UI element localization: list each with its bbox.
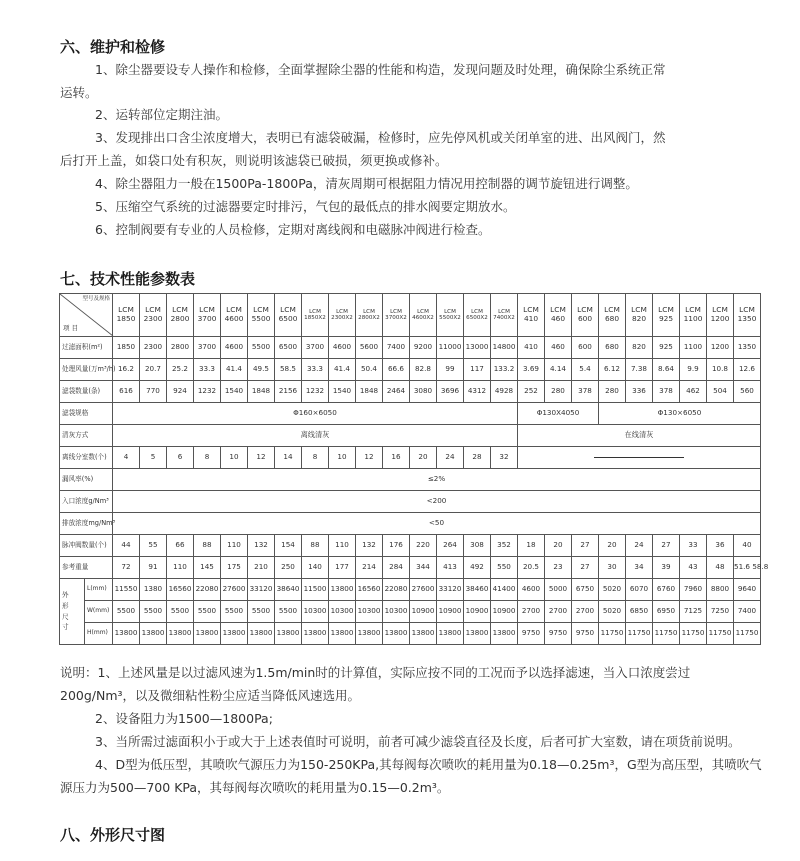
table-cell: 460 [545,337,572,359]
table-cell: 13800 [302,623,329,645]
table-cell: 3.69 [518,359,545,381]
table-cell: 3696 [437,381,464,403]
table-cell: 5020 [599,579,626,601]
table-cell: 11750 [653,623,680,645]
table-cell: 504 [707,381,734,403]
model-header-cell: LCM 1850X2 [302,294,329,337]
table-cell: 33120 [248,579,275,601]
table-cell: 40 [734,535,761,557]
table-cell: 33.3 [194,359,221,381]
table-cell: 9640 [734,579,761,601]
weight-value: 51.6 [734,562,751,572]
table-row [60,381,761,403]
table-cell: 6760 [653,579,680,601]
sec6-para-2: 2、运转部位定期注油。 [95,107,228,122]
table-cell: 680 [599,337,626,359]
bag-spec-b: Φ130X4050 [518,403,599,425]
table-cell: 10900 [464,601,491,623]
table-cell: 32 [491,447,518,469]
table-cell: 7400 [734,601,761,623]
table-cell: 14 [275,447,302,469]
note-2: 2、设备阻力为1500—1800Pa; [95,711,273,726]
table-cell: 11750 [734,623,761,645]
table-cell: 20 [599,535,626,557]
model-header-cell: LCM 2300X2 [329,294,356,337]
table-cell: 177 [329,557,356,579]
row-label: 排放浓度mg/Nm³ [60,513,113,535]
table-cell: 27 [572,535,599,557]
table-cell: 30 [599,557,626,579]
section-6-title: 六、维护和检修 [60,38,166,56]
table-cell: 4928 [491,381,518,403]
table-cell: 378 [653,381,680,403]
table-cell [734,557,769,579]
table-row-dims [60,601,761,623]
table-cell: 413 [437,557,464,579]
table-cell: 133.2 [491,359,518,381]
table-cell: 5500 [248,601,275,623]
table-cell: 20 [545,535,572,557]
table-cell: 16560 [167,579,194,601]
sec6-para-6: 6、控制阀要有专业的人员检修，定期对离线阀和电磁脉冲阀进行检查。 [95,222,491,237]
table-cell: 110 [329,535,356,557]
table-cell: 13800 [248,623,275,645]
table-row-leak-rate [60,469,761,491]
table-cell: 12 [356,447,383,469]
table-cell: 22080 [383,579,410,601]
table-cell: 145 [194,557,221,579]
model-header-cell: LCM 7400X2 [491,294,518,337]
table-cell: 7960 [680,579,707,601]
table-cell: 264 [437,535,464,557]
table-cell: 6950 [653,601,680,623]
table-cell: 6070 [626,579,653,601]
table-cell: 16.2 [113,359,140,381]
sec6-para-1a: 1、除尘器要设专人操作和检修，全面掌握除尘器的性能和构造，发现问题及时处理，确保除尘系统正常 [95,62,666,77]
table-cell: 5500 [140,601,167,623]
table-cell: 5500 [275,601,302,623]
table-cell: 10900 [410,601,437,623]
table-cell: 13800 [383,623,410,645]
table-cell: 88 [302,535,329,557]
table-cell: 66.6 [383,359,410,381]
table-cell: 336 [626,381,653,403]
table-cell: 1848 [356,381,383,403]
table-cell: 16 [383,447,410,469]
table-row-pulse-valves [60,535,761,557]
table-cell: 58.5 [275,359,302,381]
table-cell: 3700 [194,337,221,359]
table-cell: 4312 [464,381,491,403]
table-cell: 13800 [356,623,383,645]
table-cell: 20 [410,447,437,469]
table-cell: 410 [518,337,545,359]
dims-unit-label: W(mm) [84,600,113,622]
table-cell: 1848 [248,381,275,403]
spec-table [59,293,769,645]
table-cell: 6500 [275,337,302,359]
model-header-cell: LCM 6500X2 [464,294,491,337]
table-cell: 4600 [518,579,545,601]
table-cell: 308 [464,535,491,557]
table-cell: 9750 [572,623,599,645]
table-cell: 616 [113,381,140,403]
table-cell: 140 [302,557,329,579]
table-cell: 11000 [437,337,464,359]
model-header-cell: LCM 2800 [167,294,194,337]
table-cell: 1232 [302,381,329,403]
table-cell: 284 [383,557,410,579]
table-cell: 49.5 [248,359,275,381]
row-label: 处理风量(万m³/h) [60,359,113,381]
table-cell: 99 [437,359,464,381]
model-header-cell: LCM 5500 [248,294,275,337]
table-cell: 7.38 [626,359,653,381]
table-row [60,337,761,359]
table-cell: 55 [140,535,167,557]
table-cell: 5500 [113,601,140,623]
table-row-bag-spec [60,403,761,425]
note-4b: 源压力为500—700 KPa，其每阀每次喷吹的耗用量为0.15—0.2m³。 [60,780,450,795]
table-cell: 3700 [302,337,329,359]
table-cell: 27 [572,557,599,579]
table-cell: 1850 [113,337,140,359]
span-value-cell: ≤2% [113,469,761,491]
row-label: 离线分室数(个) [60,447,113,469]
model-header-cell: LCM 5500X2 [437,294,464,337]
table-cell: 462 [680,381,707,403]
table-cell: 770 [140,381,167,403]
table-cell: 6.12 [599,359,626,381]
table-cell: 20.7 [140,359,167,381]
table-cell: 7400 [383,337,410,359]
table-cell: 5500 [194,601,221,623]
table-header-row [60,294,761,337]
table-cell: 33 [680,535,707,557]
table-cell: 1350 [734,337,761,359]
table-cell: 560 [734,381,761,403]
table-cell: 5000 [545,579,572,601]
table-cell: 1380 [140,579,167,601]
table-cell: 9750 [545,623,572,645]
table-cell: 252 [518,381,545,403]
table-cell: 41400 [491,579,518,601]
table-cell: 5500 [167,601,194,623]
model-header-cell: LCM 460 [545,294,572,337]
table-row-inlet-conc [60,491,761,513]
model-header-cell: LCM 2300 [140,294,167,337]
table-cell: 10 [329,447,356,469]
table-cell: 39 [653,557,680,579]
span-value-cell: <50 [113,513,761,535]
table-cell: 10 [221,447,248,469]
table-cell: 20.5 [518,557,545,579]
table-cell: 10300 [383,601,410,623]
table-cell: 48 [707,557,734,579]
table-cell: 1540 [329,381,356,403]
table-cell: 10900 [491,601,518,623]
table-cell: 250 [275,557,302,579]
table-cell: 2300 [140,337,167,359]
bag-spec-a: Φ160×6050 [113,403,518,425]
dims-unit-label: H(mm) [84,622,113,644]
table-cell: 13800 [275,623,302,645]
table-cell: 4600 [329,337,356,359]
table-cell: 10300 [329,601,356,623]
model-header-cell: LCM 410 [518,294,545,337]
table-cell: 11750 [599,623,626,645]
table-cell: 38460 [464,579,491,601]
table-cell: 28 [464,447,491,469]
table-cell: 18 [518,535,545,557]
dims-unit-label: L(mm) [84,579,113,600]
table-cell: 5.4 [572,359,599,381]
table-cell: 43 [680,557,707,579]
table-cell: 280 [599,381,626,403]
table-cell: 11750 [707,623,734,645]
table-cell: 13800 [464,623,491,645]
sec6-para-3b: 后打开上盖，如袋口处有积灰，则说明该滤袋已破损，须更换或修补。 [60,153,448,168]
table-cell: 36 [707,535,734,557]
table-cell: 210 [248,557,275,579]
table-cell: 24 [437,447,464,469]
row-label: 滤袋规格 [60,403,113,425]
table-row [60,359,761,381]
clean-mode-a: 离线清灰 [113,425,518,447]
table-cell: 66 [167,535,194,557]
table-cell: 50.4 [356,359,383,381]
table-row-dims [60,579,761,601]
table-row-clean-mode [60,425,761,447]
table-cell: 2700 [572,601,599,623]
table-cell: 13800 [167,623,194,645]
table-cell: 9750 [518,623,545,645]
table-cell: 6850 [626,601,653,623]
model-header-cell: LCM 1200 [707,294,734,337]
table-cell: 600 [572,337,599,359]
table-cell: 41.4 [221,359,248,381]
table-cell: 110 [167,557,194,579]
row-label: 过滤面积(m²) [60,337,113,359]
table-cell: 13800 [194,623,221,645]
sec6-para-4: 4、除尘器阻力一般在1500Pa-1800Pa，清灰周期可根据阻力情况用控制器的调节旋钮进行调整。 [95,176,638,191]
table-cell: 13800 [113,623,140,645]
table-cell: 8 [302,447,329,469]
offline-na-cell [518,447,761,469]
table-cell: 176 [383,535,410,557]
table-cell: 220 [410,535,437,557]
model-header-cell: LCM 680 [599,294,626,337]
table-cell: 14800 [491,337,518,359]
table-cell: 10900 [437,601,464,623]
table-cell: 132 [248,535,275,557]
table-cell: 13800 [437,623,464,645]
dims-group-text: 外形尺寸 [62,591,69,632]
table-cell: 1540 [221,381,248,403]
dash-line [594,457,684,458]
row-label: 滤袋数量(条) [60,381,113,403]
table-cell: 16560 [356,579,383,601]
table-cell: 10300 [302,601,329,623]
table-cell: 11500 [302,579,329,601]
table-cell: 8 [194,447,221,469]
table-cell: 492 [464,557,491,579]
table-cell: 924 [167,381,194,403]
dims-group-label [60,579,113,645]
table-cell: 132 [356,535,383,557]
note-1a: 说明：1、上述风量是以过滤风速为1.5m/min时的计算值，实际应按不同的工况而予以选择滤速，当入口浓度尝过 [60,665,691,680]
table-cell: 8800 [707,579,734,601]
model-header-cell: LCM 820 [626,294,653,337]
table-cell: 280 [545,381,572,403]
table-cell: 9200 [410,337,437,359]
table-cell: 23 [545,557,572,579]
table-cell: 925 [653,337,680,359]
clean-mode-b: 在线清灰 [518,425,761,447]
table-cell: 33.3 [302,359,329,381]
table-cell: 34 [626,557,653,579]
corner-header-cell [60,294,113,337]
table-cell: 13800 [221,623,248,645]
table-cell: 27600 [410,579,437,601]
row-label: 清灰方式 [60,425,113,447]
note-1b: 200g/Nm³，以及微细粘性粉尘应适当降低风速选用。 [60,688,361,703]
table-cell: 9.9 [680,359,707,381]
table-cell: 2700 [545,601,572,623]
table-cell: 27 [653,535,680,557]
table-cell: 3080 [410,381,437,403]
table-cell: 91 [140,557,167,579]
table-cell: 2800 [167,337,194,359]
table-cell: 12 [248,447,275,469]
table-cell: 13800 [140,623,167,645]
table-cell: 117 [464,359,491,381]
row-label: 入口浓度g/Nm³ [60,491,113,513]
table-cell: 4600 [221,337,248,359]
table-cell: 27600 [221,579,248,601]
row-label: 参考重量 [60,557,113,579]
table-cell: 41.4 [329,359,356,381]
sec6-para-5: 5、压缩空气系统的过滤器要定时排污，气包的最低点的排水阀要定期放水。 [95,199,516,214]
table-cell: 4 [113,447,140,469]
table-cell: 10.8 [707,359,734,381]
table-cell: 2464 [383,381,410,403]
table-cell: 11750 [680,623,707,645]
row-label: 漏风率(%) [60,469,113,491]
corner-top-label: 型号及规格 [82,296,110,302]
table-cell: 7250 [707,601,734,623]
table-cell: 10300 [356,601,383,623]
table-cell: 25.2 [167,359,194,381]
table-cell: 1200 [707,337,734,359]
row-label: 脉冲阀数量(个) [60,535,113,557]
weight-value: 58.8 [752,562,769,572]
table-cell: 24 [626,535,653,557]
table-cell: 4.14 [545,359,572,381]
sec6-para-3a: 3、发现排出口含尘浓度增大，表明已有滤袋破漏，检修时，应先停风机或关闭单室的进、出风阀门，然 [95,130,666,145]
model-header-cell: LCM 2800X2 [356,294,383,337]
model-header-cell: LCM 1350 [734,294,761,337]
model-header-cell: LCM 6500 [275,294,302,337]
table-row-offline-valves [60,447,761,469]
table-cell: 175 [221,557,248,579]
table-cell: 154 [275,535,302,557]
table-cell: 352 [491,535,518,557]
note-3: 3、当所需过滤面积小于或大于上述表值时可说明，前者可减少滤袋直径及长度，后者可扩大室数，请在项货前说明。 [95,734,741,749]
note-4a: 4、D型为低压型，其喷吹气源压力为150-250KPa,其每阀每次喷吹的耗用量为0.18—0.25m³，G型为高压型，其喷吹气 [95,757,762,772]
table-cell: 88 [194,535,221,557]
section-7-title: 七、技术性能参数表 [60,270,196,288]
table-cell: 11550 [113,579,140,601]
table-cell: 2700 [518,601,545,623]
table-cell: 22080 [194,579,221,601]
corner-bottom-label: 项 目 [63,323,79,332]
table-cell: 33120 [437,579,464,601]
model-header-cell: LCM 4600X2 [410,294,437,337]
table-row-dims [60,623,761,645]
table-cell: 214 [356,557,383,579]
model-header-cell: LCM 1100 [680,294,707,337]
model-header-cell: LCM 3700 [194,294,221,337]
table-cell: 344 [410,557,437,579]
table-cell: 13000 [464,337,491,359]
table-cell: 7125 [680,601,707,623]
table-cell: 5600 [356,337,383,359]
table-cell: 1100 [680,337,707,359]
table-cell: 5500 [221,601,248,623]
table-cell: 13800 [329,579,356,601]
table-cell: 2156 [275,381,302,403]
table-cell: 378 [572,381,599,403]
table-cell: 5 [140,447,167,469]
table-cell: 1232 [194,381,221,403]
table-row-weight [60,557,761,579]
table-cell: 5020 [599,601,626,623]
table-cell: 13800 [329,623,356,645]
table-cell: 12.6 [734,359,761,381]
model-header-cell: LCM 3700X2 [383,294,410,337]
table-cell: 110 [221,535,248,557]
table-cell: 13800 [410,623,437,645]
table-cell: 550 [491,557,518,579]
table-cell: 44 [113,535,140,557]
section-8-title: 八、外形尺寸图 [60,826,166,844]
bag-spec-c: Φ130×6050 [599,403,761,425]
model-header-cell: LCM 600 [572,294,599,337]
span-value-cell: <200 [113,491,761,513]
table-cell: 6750 [572,579,599,601]
table-cell: 38640 [275,579,302,601]
model-header-cell: LCM 4600 [221,294,248,337]
model-header-cell: LCM 1850 [113,294,140,337]
table-cell: 820 [626,337,653,359]
table-cell: 72 [113,557,140,579]
table-cell: 6 [167,447,194,469]
table-cell: 82.8 [410,359,437,381]
table-row-outlet-conc [60,513,761,535]
table-cell: 5500 [248,337,275,359]
sec6-para-1b: 运转。 [60,85,98,100]
table-cell: 8.64 [653,359,680,381]
table-cell: 11750 [626,623,653,645]
model-header-cell: LCM 925 [653,294,680,337]
table-cell: 13800 [491,623,518,645]
